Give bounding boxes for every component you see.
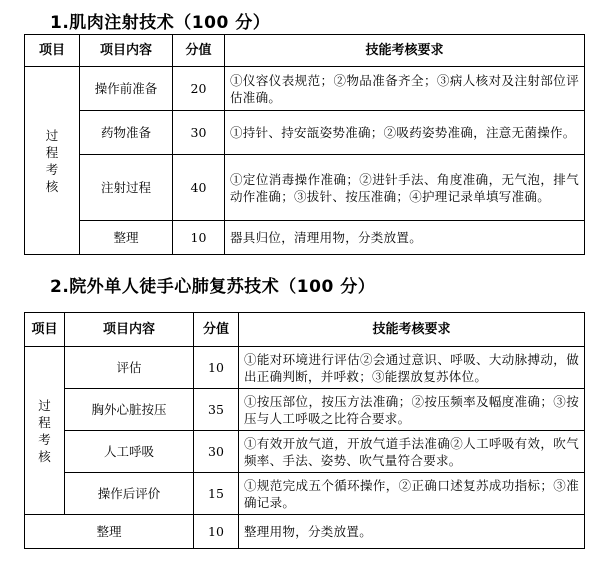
- table-row: [25, 111, 585, 155]
- item-cell: 整理: [80, 221, 173, 255]
- section2-table: [24, 312, 585, 549]
- section2-title: 2.院外单人徒手心肺复苏技术（100 分）: [50, 277, 376, 297]
- category-cell: 过 程 考 核: [25, 347, 65, 515]
- score-cell: 15: [194, 473, 239, 515]
- header-content: 项目内容: [65, 313, 194, 347]
- score-cell: 40: [173, 155, 225, 221]
- item-cell: 操作后评价: [65, 473, 194, 515]
- header-requirements: 技能考核要求: [239, 313, 585, 347]
- section1-title: 1.肌肉注射技术（100 分）: [50, 13, 271, 33]
- item-cell: 评估: [65, 347, 194, 389]
- item-cell: 人工呼吸: [65, 431, 194, 473]
- score-cell: 10: [173, 221, 225, 255]
- table-row: [25, 431, 585, 473]
- header-score: 分值: [173, 35, 225, 67]
- table-row: [25, 67, 585, 111]
- item-cell: 整理: [25, 515, 194, 549]
- score-cell: 30: [194, 431, 239, 473]
- item-cell: 药物准备: [80, 111, 173, 155]
- table-header-row: [25, 35, 585, 67]
- score-cell: 20: [173, 67, 225, 111]
- header-score: 分值: [194, 313, 239, 347]
- table-row: [25, 473, 585, 515]
- requirement-cell: 器具归位，清理用物，分类放置。: [225, 221, 585, 255]
- table-row: [25, 389, 585, 431]
- item-cell: 注射过程: [80, 155, 173, 221]
- requirement-cell: ①有效开放气道，开放气道手法准确②人工呼吸有效，吹气频率、手法、姿势、吹气量符合要求。: [239, 431, 585, 473]
- table-row: [25, 347, 585, 389]
- header-project: 项目: [25, 35, 80, 67]
- item-cell: 操作前准备: [80, 67, 173, 111]
- table-row: [25, 221, 585, 255]
- requirement-cell: ①仪容仪表规范；②物品准备齐全；③病人核对及注射部位评估准确。: [225, 67, 585, 111]
- requirement-cell: ①规范完成五个循环操作，②正确口述复苏成功指标；③准确记录。: [239, 473, 585, 515]
- header-requirements: 技能考核要求: [225, 35, 585, 67]
- score-cell: 35: [194, 389, 239, 431]
- requirement-cell: ①持针、持安瓿姿势准确；②吸药姿势准确，注意无菌操作。: [225, 111, 585, 155]
- table-row: [25, 515, 585, 549]
- score-cell: 10: [194, 515, 239, 549]
- requirement-cell: ①定位消毒操作准确；②进针手法、角度准确，无气泡，排气动作准确；③拔针、按压准确；④护理记录单填写准确。: [225, 155, 585, 221]
- requirement-cell: 整理用物，分类放置。: [239, 515, 585, 549]
- score-cell: 10: [194, 347, 239, 389]
- table-row: [25, 155, 585, 221]
- header-project: 项目: [25, 313, 65, 347]
- requirement-cell: ①按压部位，按压方法准确；②按压频率及幅度准确；③按压与人工呼吸之比符合要求。: [239, 389, 585, 431]
- header-content: 项目内容: [80, 35, 173, 67]
- table-header-row: [25, 313, 585, 347]
- score-cell: 30: [173, 111, 225, 155]
- category-cell: 过 程 考 核: [25, 67, 80, 255]
- requirement-cell: ①能对环境进行评估②会通过意识、呼吸、大动脉搏动，做出正确判断，并呼救；③能摆放复苏体位。: [239, 347, 585, 389]
- section1-table: [24, 34, 585, 255]
- item-cell: 胸外心脏按压: [65, 389, 194, 431]
